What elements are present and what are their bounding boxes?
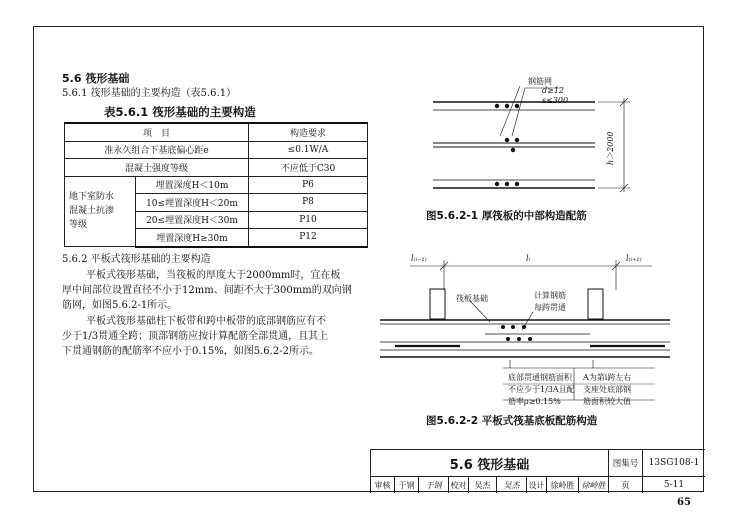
table-cell-req: 不应低于C30 bbox=[249, 159, 368, 177]
table-cell-item: 20≤埋置深度H＜30m bbox=[136, 211, 249, 229]
fig2-note-left-line: 筋率ρ≥0.15% bbox=[508, 397, 561, 406]
para2-line: 少于1/3贯通全跨；顶部钢筋应按计算配筋全部贯通，且其上 bbox=[62, 331, 329, 342]
fig1-rebar-dots bbox=[495, 104, 519, 186]
fig2-rebar-dots bbox=[501, 325, 532, 341]
fig1-label-d: d≥12 bbox=[542, 86, 565, 95]
table-header-req: 构造要求 bbox=[249, 123, 368, 141]
para1-line: 筋网，如图5.6.2-1所示。 bbox=[62, 300, 178, 311]
para2-line: 下贯通钢筋的配筋率不应小于0.15%，如图5.6.2-2所示。 bbox=[62, 346, 319, 357]
fig1-label-s: s≤300 bbox=[542, 96, 569, 105]
para2-line: 平板式筏形基础柱下板带和跨中板带的底部钢筋应有不 bbox=[86, 316, 326, 327]
title-block-check-name: 吴杰 bbox=[469, 477, 497, 493]
group-label-line: 地下室防水 bbox=[69, 192, 115, 203]
fig2-note-right-line: A为第i跨左右 bbox=[583, 373, 632, 382]
table-cell-item: 准永久组合下基底偏心距e bbox=[65, 141, 249, 159]
fig1-label-mesh: 钢筋网 bbox=[528, 77, 552, 86]
fig2-label-through: 每跨贯通 bbox=[534, 303, 566, 312]
table-cell-item: 混凝土强度等级 bbox=[65, 159, 249, 177]
fig2-note-left-line: 底部贯通钢筋面积 bbox=[508, 373, 572, 382]
fig2-note-left-line: 不应少于1/3A且配 bbox=[508, 385, 575, 394]
clause-5-6-1: 5.6.1 筏形基础的主要构造（表5.6.1） bbox=[62, 88, 237, 99]
title-block-check-label: 校对 bbox=[449, 477, 469, 493]
table-cell-item: 埋置深度H＜10m bbox=[136, 176, 249, 194]
table-header-item: 项 目 bbox=[65, 123, 249, 141]
title-block bbox=[370, 449, 705, 493]
fig2-label-l: lᵢ bbox=[526, 254, 531, 263]
table-cell-req: P6 bbox=[249, 176, 368, 194]
title-block-design-label: 设计 bbox=[527, 477, 547, 493]
fig1-label-h: h＞2000 bbox=[606, 131, 615, 165]
table-title: 表5.6.1 筏形基础的主要构造 bbox=[104, 105, 256, 119]
title-block-atlas-label: 图集号 bbox=[609, 450, 643, 477]
fig2-note-left bbox=[508, 372, 575, 408]
title-block-atlas-no: 13SG108-1 bbox=[643, 450, 705, 477]
fig2-note-right-line: 支座处底部钢 bbox=[583, 385, 631, 394]
fig2-label-calc: 计算钢筋 bbox=[534, 291, 566, 300]
fig2-note-right bbox=[583, 372, 631, 408]
table-cell-item: 埋置深度H≥30m bbox=[136, 229, 249, 247]
group-label-line: 混凝土抗渗 bbox=[69, 206, 115, 217]
table-cell-req: P10 bbox=[249, 211, 368, 229]
title-block-review-signature: 于钢 bbox=[419, 477, 449, 493]
title-block-page-label: 页 bbox=[609, 477, 643, 493]
title-block-design-name: 徐岭胜 bbox=[547, 477, 579, 493]
table-cell-req: P12 bbox=[249, 229, 368, 247]
fig2-label-l-left: l₍ᵢ₋₁₎ bbox=[411, 254, 427, 263]
table-cell-req: ≤0.1W/A bbox=[249, 141, 368, 159]
title-block-review-label: 审核 bbox=[371, 477, 395, 493]
para1-line: 厚中间部位设置直径不小于12mm、间距不大于300mm的双向钢 bbox=[62, 285, 352, 296]
page-number: 65 bbox=[677, 497, 691, 508]
title-block-check-signature: 吴杰 bbox=[497, 477, 527, 493]
fig2-label-l-right: l₍ᵢ₊₁₎ bbox=[626, 254, 642, 263]
para1-line: 平板式筏形基础，当筏板的厚度大于2000mm时，宜在板 bbox=[86, 270, 341, 281]
title-block-title: 5.6 筏形基础 bbox=[371, 450, 609, 477]
title-block-review-name: 于钢 bbox=[395, 477, 419, 493]
table-cell-req: P8 bbox=[249, 194, 368, 212]
fig2-caption: 图5.6.2-2 平板式筏基底板配筋构造 bbox=[426, 415, 598, 427]
fig1-caption: 图5.6.2-1 厚筏板的中部构造配筋 bbox=[426, 210, 587, 222]
fig2-note-right-line: 筋面积较大值 bbox=[583, 397, 631, 406]
title-block-page-no: 5-11 bbox=[663, 480, 685, 490]
fig1-drawing bbox=[433, 86, 630, 192]
clause-5-6-2: 5.6.2 平板式筏形基础的主要构造 bbox=[62, 254, 211, 265]
section-title: 5.6 筏形基础 bbox=[62, 72, 130, 85]
group-label-line: 等级 bbox=[69, 220, 88, 231]
table-cell-item: 10≤埋置深度H＜20m bbox=[136, 194, 249, 212]
fig2-label-raft: 筏板基础 bbox=[456, 294, 488, 303]
title-block-design-signature: 徐岭胜 bbox=[579, 477, 609, 493]
